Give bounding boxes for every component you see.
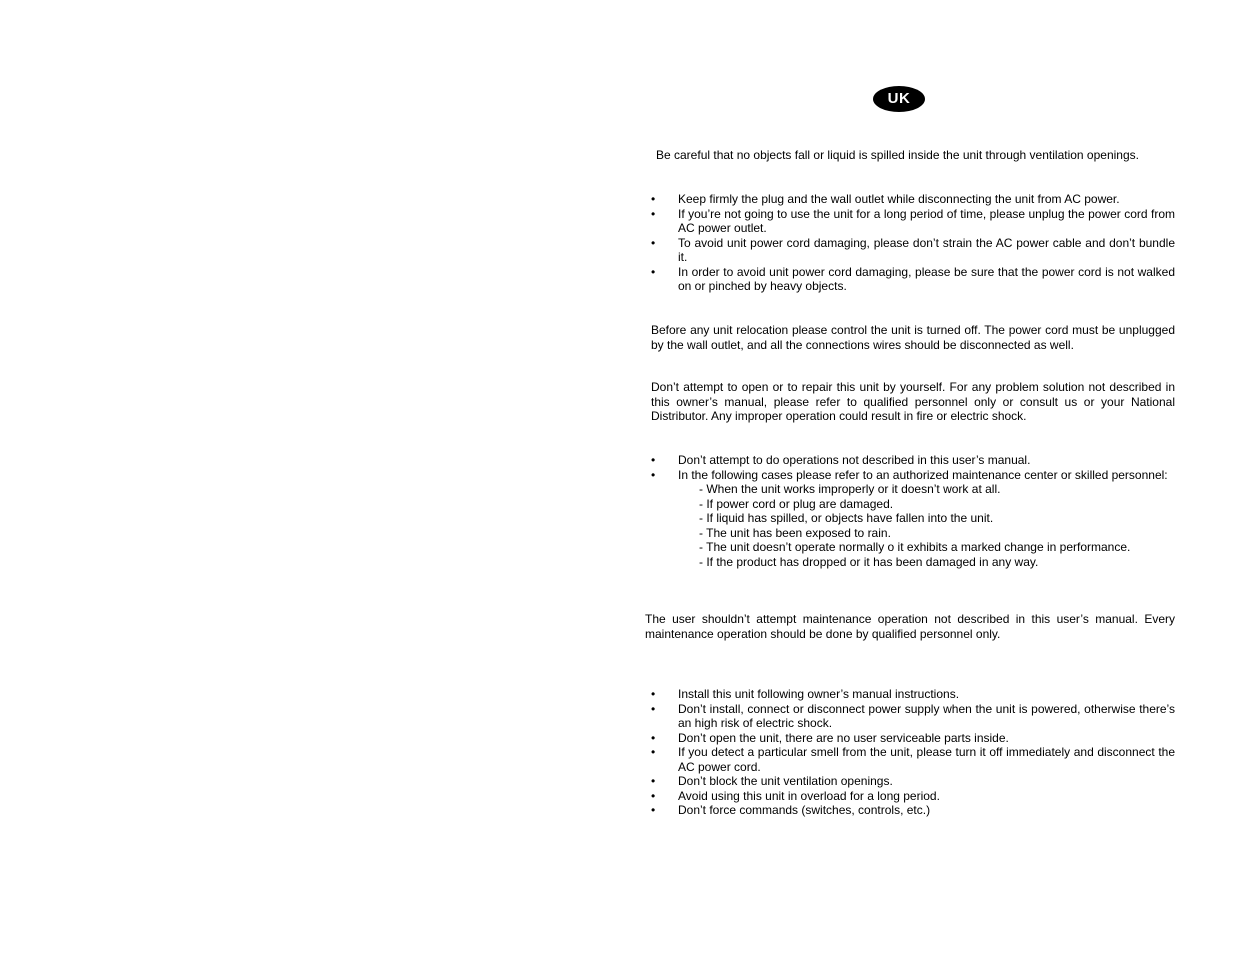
service-list [651,453,1175,569]
list-item: - If power cord or plug are damaged. [699,496,894,511]
bullet: • [651,453,656,467]
paragraph-ventilation: Be careful that no objects fall or liquid is spilled inside the unit through ventilation openings. [656,148,1139,162]
list-item: • In the following cases please refer to an authorized maintenance center or skilled personnel: - When the unit works improperly or it doesn’t work at all. - If power cord or plug are damaged. - If liquid has spilled, or objects have fallen into the unit. - The unit has been exposed to rain. - The unit doesn’t operate normally o it exhibits a marked change in performance. - If the product has dropped or it has been damaged in any way. [651,468,1175,570]
service-cases-list [678,482,1175,569]
list-item: - The unit doesn’t operate normally o it exhibits a marked change in performance. [699,540,1131,554]
bullet: • [651,745,656,759]
paragraph-maintenance: The user shouldn’t attempt maintenance operation not described in this user’s manual. Every maintenance operation should be done by qualified personnel only. [645,612,1175,641]
list-item: - The unit has been exposed to rain. [699,525,891,540]
list-item: • Don’t open the unit, there are no user serviceable parts inside. [651,730,1009,745]
bullet: • [651,687,656,701]
paragraph-relocation: Before any unit relocation please control the unit is turned off. The power cord must be unplugged by the wall outlet, and all the connections wires should be disconnected as well. [651,323,1175,352]
list-item: - If the product has dropped or it has been damaged in any way. [699,554,1039,569]
list-item: - If liquid has spilled, or objects have fallen into the unit. [699,511,994,525]
list-item: - When the unit works improperly or it doesn’t work at all. [699,482,1001,496]
list-item: • Don’t attempt to do operations not described in this user’s manual. [651,453,1031,467]
bullet: • [651,264,656,279]
paragraph-repair: Don’t attempt to open or to repair this unit by yourself. For any problem solution not described in this owner’s manual, please refer to qualified personnel only or consult us or your National Distributor. Any improper operation could result in fire or electric shock. [651,380,1175,423]
bullet: • [651,235,656,250]
list-item: • Don’t install, connect or disconnect power supply when the unit is powered, otherwise there’s an high risk of electric shock. [651,701,1175,730]
list-item: • To avoid unit power cord damaging, please don’t strain the AC power cable and don’t bundle it. [651,235,1175,264]
bullet: • [651,774,656,788]
list-item: • Keep firmly the plug and the wall outlet while disconnecting the unit from AC power. [651,192,1120,206]
list-item: • Avoid using this unit in overload for a long period. [651,788,940,803]
list-item: • Don’t force commands (switches, controls, etc.) [651,803,931,817]
bullet: • [651,192,656,206]
power-cord-list [651,192,1175,294]
bullet: • [651,206,656,221]
list-item: • If you detect a particular smell from the unit, please turn it off immediately and disconnect the AC power cord. [651,745,1175,774]
installation-list [651,687,1175,818]
list-item: • In order to avoid unit power cord damaging, please be sure that the power cord is not walked on or pinched by heavy objects. [651,264,1175,293]
list-item: • If you’re not going to use the unit for a long period of time, please unplug the power cord from AC power outlet. [651,206,1175,235]
bullet: • [651,730,656,745]
bullet: • [651,701,656,716]
uk-language-badge: UK [873,86,925,112]
bullet: • [651,788,656,803]
list-item: • Install this unit following owner’s manual instructions. [651,687,960,701]
list-item: • Don’t block the unit ventilation openings. [651,774,893,788]
bullet: • [651,803,656,817]
bullet: • [651,467,656,482]
